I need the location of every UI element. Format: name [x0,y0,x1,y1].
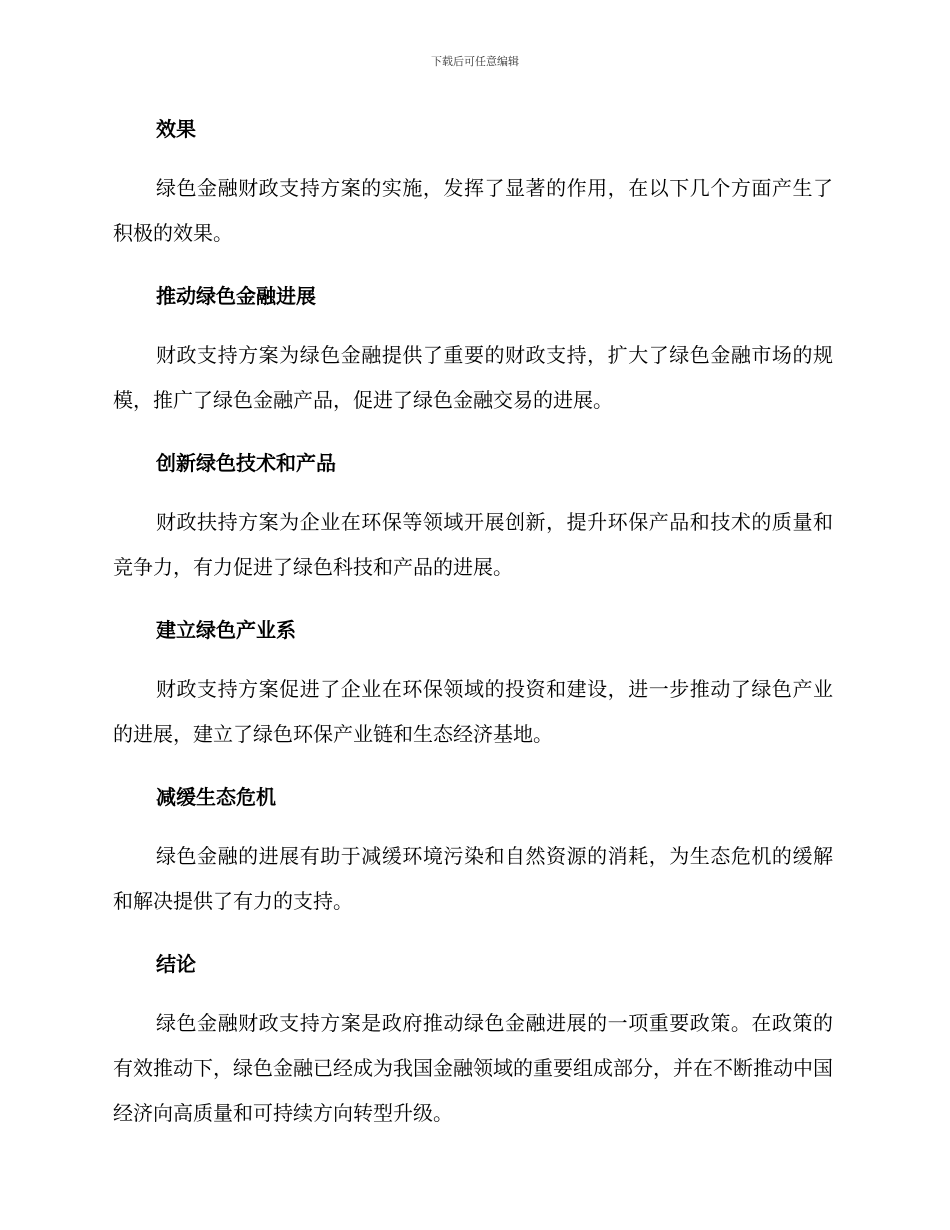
section-green-industry-system [113,613,833,757]
section-paragraph: 财政支持方案促进了企业在环保领域的投资和建设，进一步推动了绿色产业的进展，建立了绿色环保产业链和生态经济基地。 [113,677,833,746]
section-paragraph: 绿色金融的进展有助于减缓环境污染和自然资源的消耗，为生态危机的缓解和解决提供了有力的支持。 [113,844,833,913]
section-ecological-crisis [113,780,833,924]
section-heading: 减缓生态危机 [156,785,276,809]
section-conclusion [113,947,833,1136]
section-heading: 结论 [156,952,196,976]
page-header: 下载后可任意编辑 [431,55,519,68]
section-paragraph: 绿色金融财政支持方案是政府推动绿色金融进展的一项重要政策。在政策的有效推动下，绿色金融已经成为我国金融领域的重要组成部分，并在不断推动中国经济向高质量和可持续方向转型升级。 [113,1011,833,1125]
section-paragraph: 绿色金融财政支持方案的实施，发挥了显著的作用，在以下几个方面产生了积极的效果。 [113,176,833,245]
section-paragraph: 财政支持方案为绿色金融提供了重要的财政支持，扩大了绿色金融市场的规模，推广了绿色金融产品，促进了绿色金融交易的进展。 [113,343,833,412]
section-paragraph: 财政扶持方案为企业在环保等领域开展创新，提升环保产品和技术的质量和竞争力，有力促进了绿色科技和产品的进展。 [113,510,833,579]
section-heading: 推动绿色金融进展 [156,284,316,308]
section-innovate-green-tech [113,446,833,590]
section-effects [113,112,833,256]
section-heading: 效果 [156,117,196,141]
section-heading: 创新绿色技术和产品 [156,451,336,475]
document-body [113,112,833,1159]
section-heading: 建立绿色产业系 [156,618,296,642]
section-promote-green-finance [113,279,833,423]
